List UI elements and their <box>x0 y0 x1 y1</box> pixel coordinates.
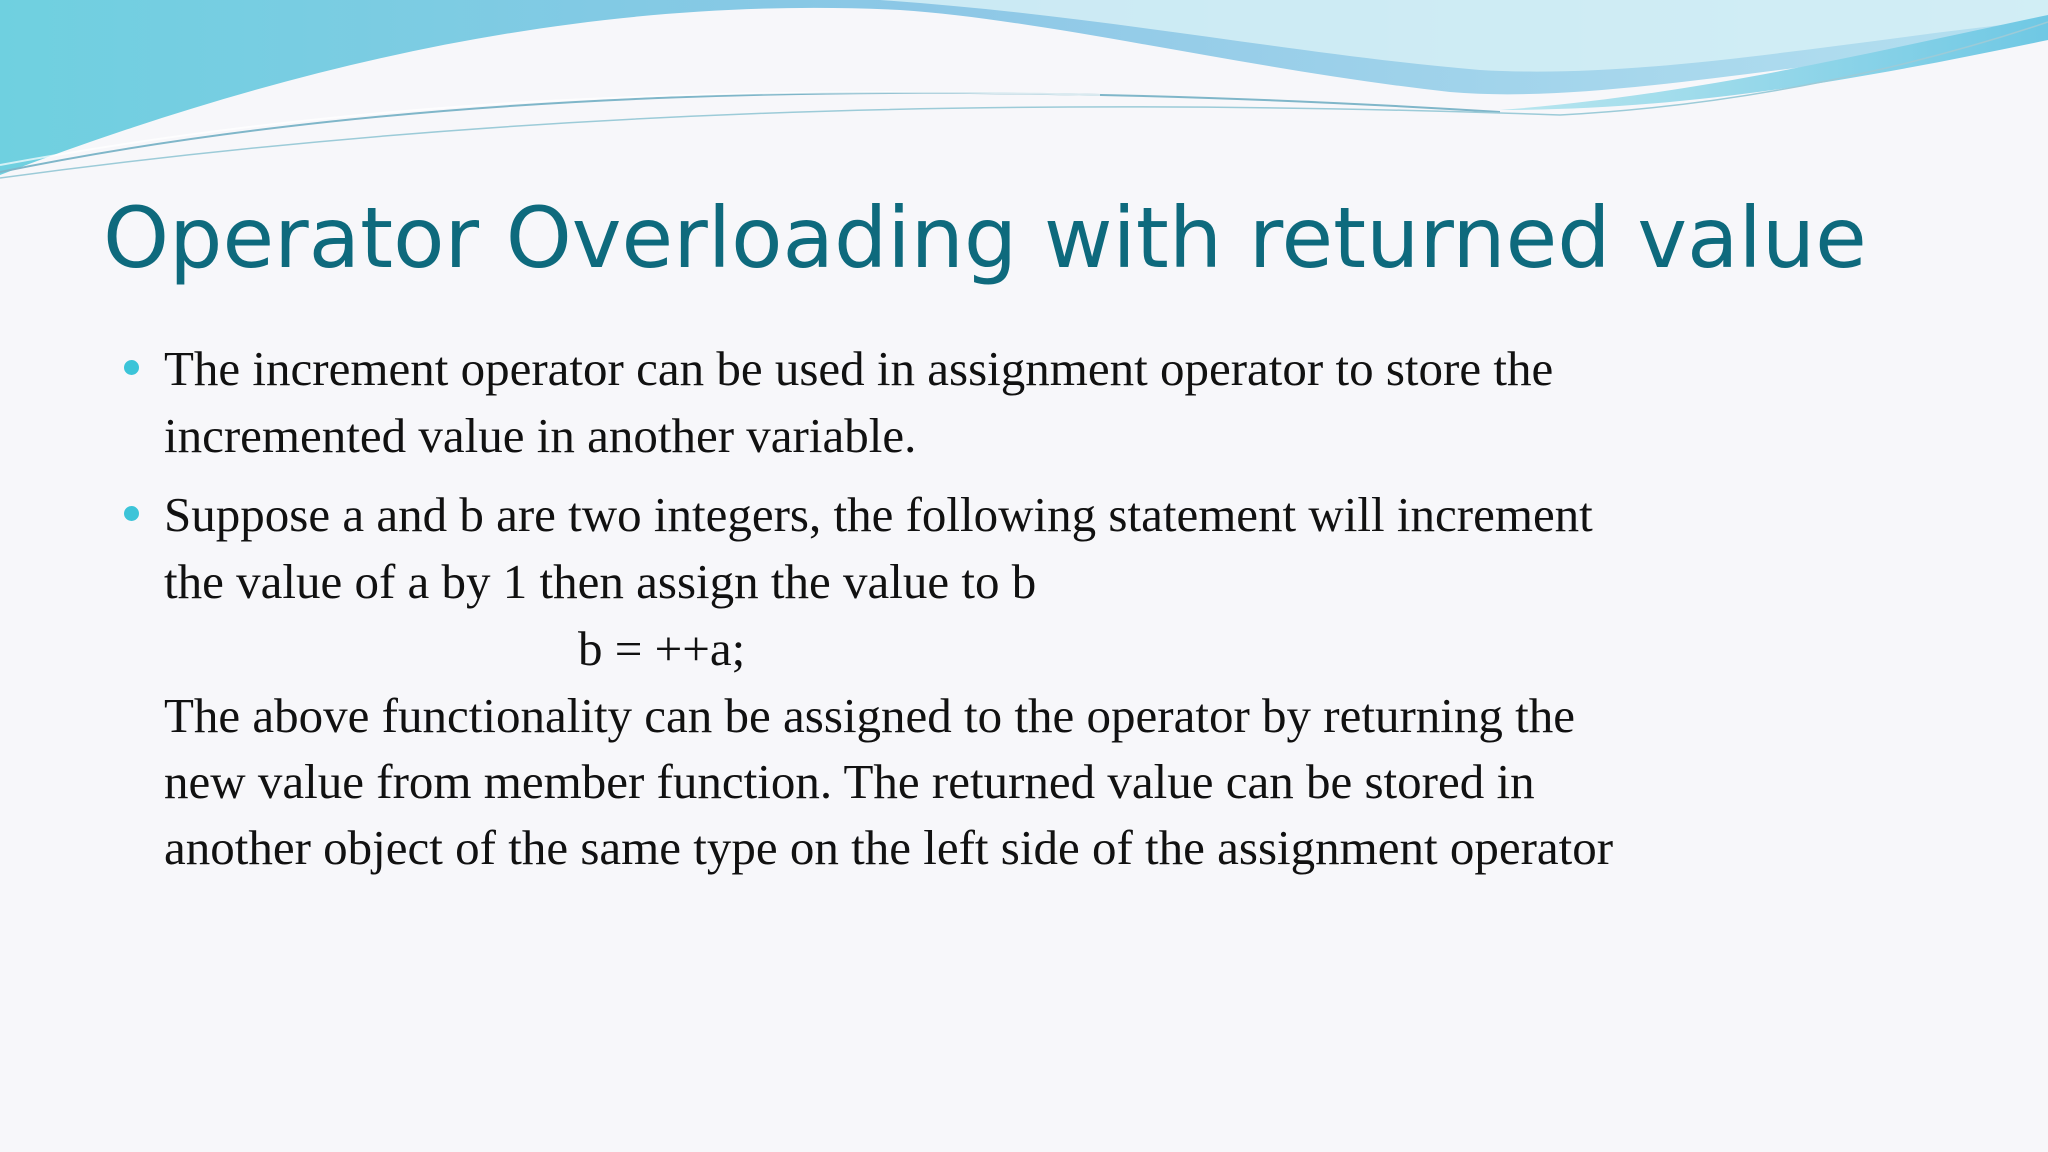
bullet-dot-icon <box>124 506 139 521</box>
bullet-1-line-1: The increment operator can be used in assignment operator to store the <box>164 341 1554 396</box>
followup-line-1: The above functionality can be assigned to the operator by returning the <box>164 688 1575 743</box>
slide-title: Operator Overloading with returned value <box>103 189 1867 287</box>
bullet-2-line-1: Suppose a and b are two integers, the following statement will increment <box>164 487 1593 542</box>
followup-line-3: another object of the same type on the left side of the assignment operator <box>164 820 1614 875</box>
bullet-2-line-2: the value of a by 1 then assign the value to b <box>164 554 1037 609</box>
bullet-1-line-2: incremented value in another variable. <box>164 408 917 463</box>
bullet-dot-icon <box>124 360 139 375</box>
code-statement: b = ++a; <box>578 621 746 676</box>
followup-line-2: new value from member function. The returned value can be stored in <box>164 754 1535 809</box>
